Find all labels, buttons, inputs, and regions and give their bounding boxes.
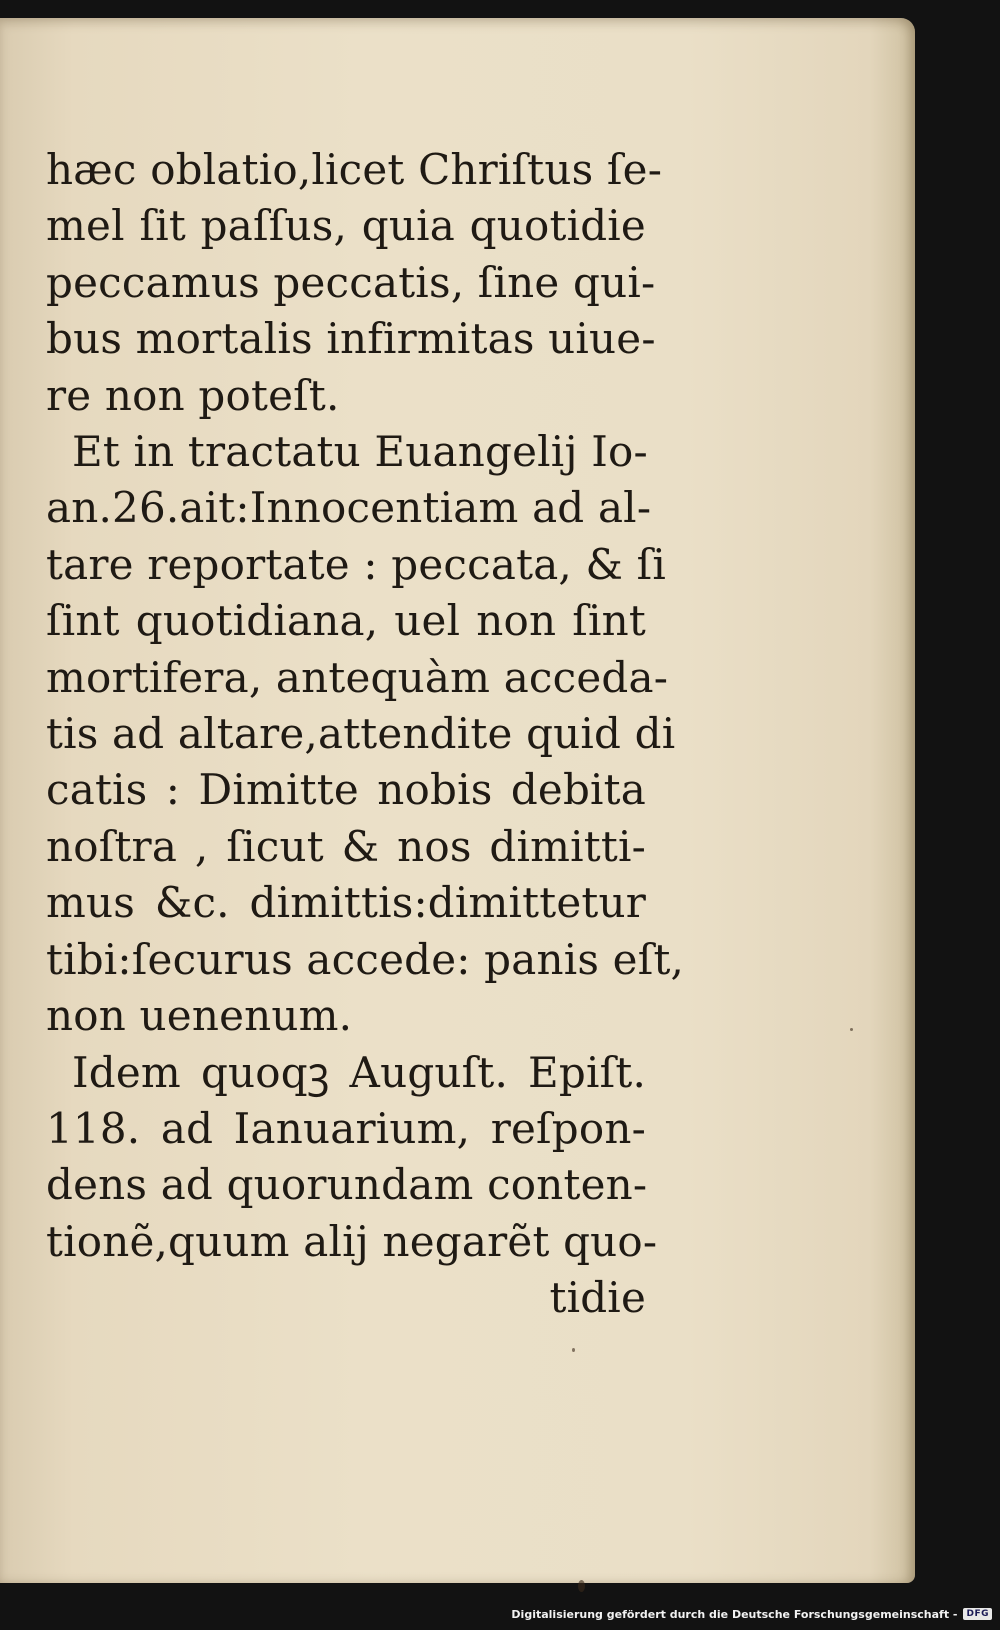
ink-spot — [572, 1348, 575, 1352]
credit-text: Digitalisierung gefördert durch die Deutsche Forschungsgemeinschaft - — [511, 1607, 958, 1621]
ink-spot — [850, 1028, 853, 1031]
text-line: ſint quotidiana, uel non ſint — [46, 596, 646, 646]
text-line: catis : Dimitte nobis debita — [46, 765, 646, 815]
text-line: bus mortalis infirmitas uiue- — [46, 314, 656, 364]
dfg-logo-icon: DFG — [963, 1608, 992, 1620]
text-line: mel ſit paſſus, quia quotidie — [46, 201, 646, 251]
book-page — [0, 18, 915, 1583]
text-line: re non poteſt. — [46, 370, 340, 420]
text-line: non uenenum. — [46, 991, 353, 1041]
text-line: 118. ad Ianuarium, reſpon- — [46, 1103, 646, 1153]
text-block — [46, 142, 685, 1327]
text-line: tionẽ,quum alij negarẽt quo- — [46, 1216, 658, 1266]
text-line: dens ad quorundam conten- — [46, 1160, 648, 1210]
text-line: hæc oblatio,licet Chriſtus ſe- — [46, 145, 663, 194]
text-line: tis ad altare,attendite quid di — [46, 709, 676, 759]
text-line: mus &c. dimittis:dimittetur — [46, 878, 646, 928]
text-line: tibi:ſecurus accede: panis eſt, — [46, 934, 685, 984]
digitization-credit — [511, 1606, 992, 1622]
text-line: peccamus peccatis, ſine qui- — [46, 257, 656, 307]
text-line: noſtra , ſicut & nos dimitti- — [46, 821, 646, 871]
text-line: mortifera, antequàm acceda- — [46, 652, 669, 702]
text-line: Et in tractatu Euangelij Io- — [72, 427, 648, 477]
text-line: tare reportate : peccata, & ſi — [46, 539, 667, 589]
text-line: an.26.ait:Innocentiam ad al- — [46, 483, 652, 533]
text-line: Idem quoqꝫ Auguſt. Epiſt. — [72, 1047, 646, 1097]
catchword: tidie — [549, 1273, 646, 1323]
ink-spot — [578, 1580, 585, 1592]
